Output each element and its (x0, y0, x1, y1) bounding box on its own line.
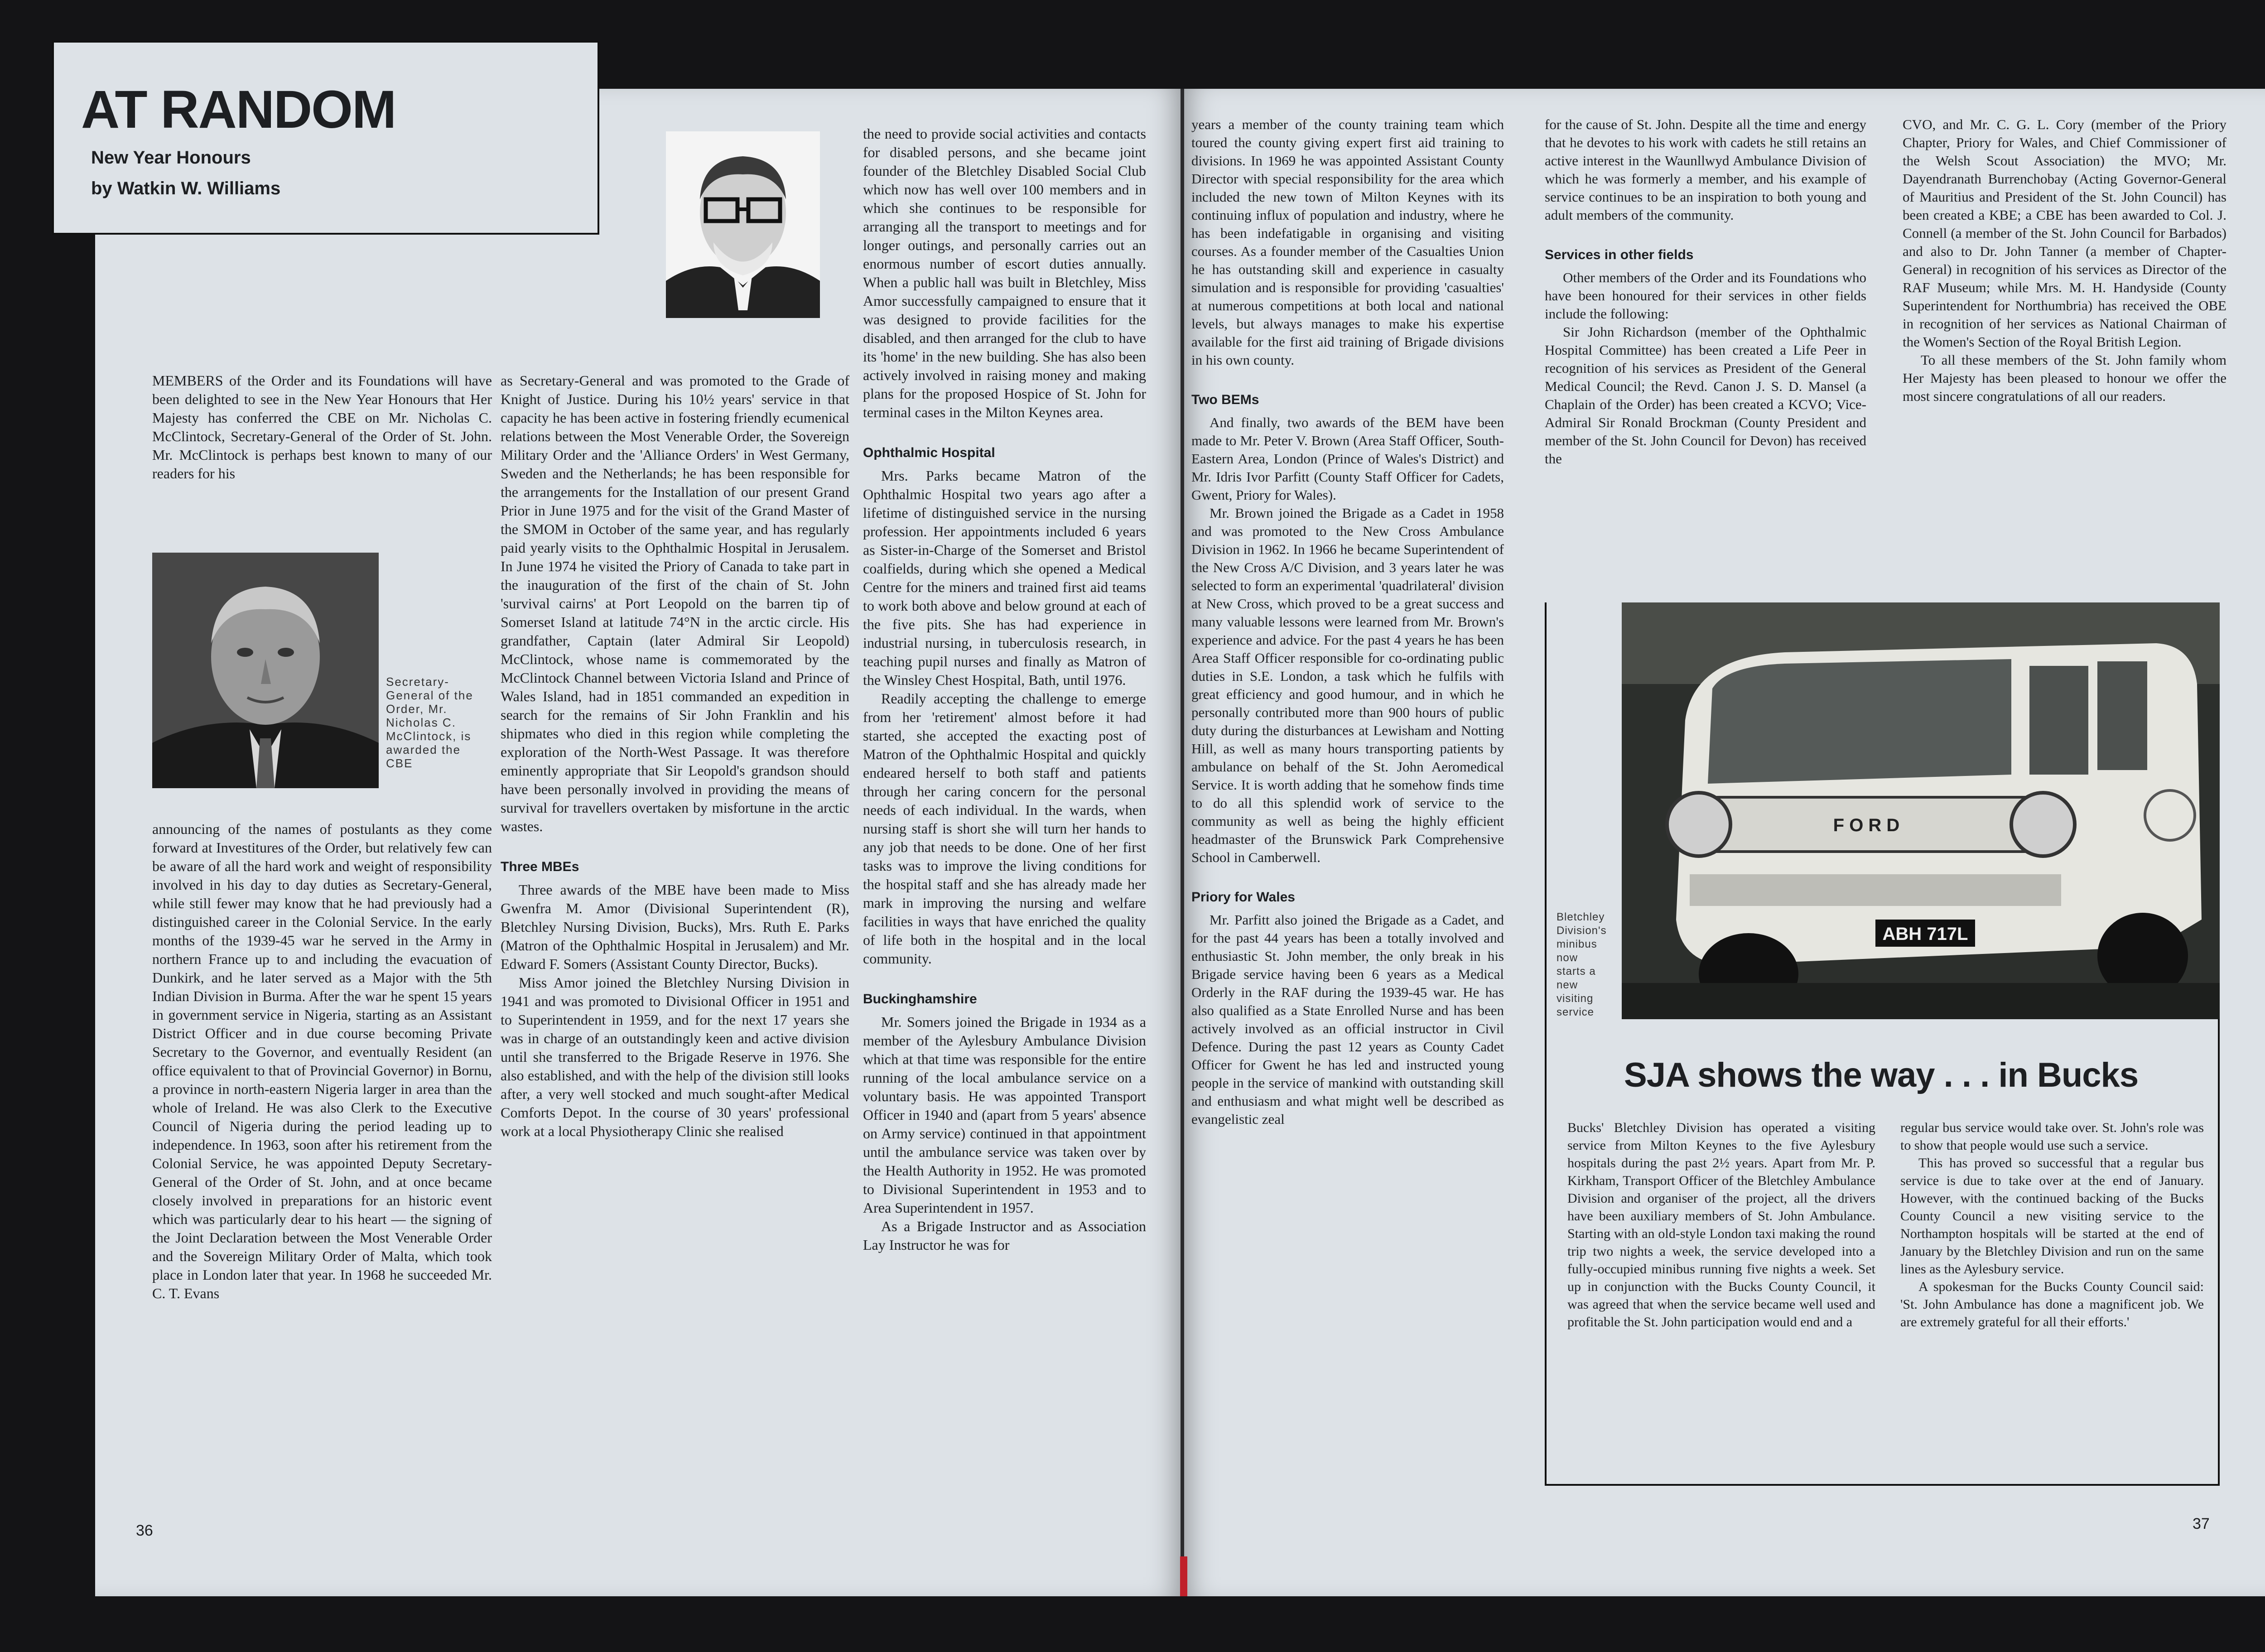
right-col2 (1545, 116, 1866, 468)
priory-for-wales-heading: Priory for Wales (1191, 890, 1295, 905)
brown-paragraph: Mr. Brown joined the Brigade as a Cadet in 1958 and was promoted to the New Cross Ambulance Division in 1962. In 1966 he became Superintendent of the New Cross A/C Division, and 3 years later he was selected to form an experimental 'quadrilateral' division at New Cross, which proved to be a great success and many valuable lessons were learned from Mr. Brown's experience and advice. For the past 4 years he has been Area Staff Officer responsible for co-ordinating public duties in S.E. London, a task which he fulfils with great efficiency and good humour, and in which he personally contributed more than 900 hours of public duty during the disturbances at Lewisham and Notting Hill, as well as many hours transporting patients by ambulance on behalf of the St. John Aeromedical Service. It is worth adding that he somehow finds time to do all this splendid work of service to the community as well as being the highly efficient headmaster of the Brunswick Park Comprehensive School in Camberwell. (1191, 505, 1504, 865)
somers-instructor-paragraph: As a Brigade Instructor and as Association Lay Instructor he was for (863, 1218, 1146, 1253)
somers-training-paragraph: years a member of the county training team which toured the county giving expert first aid training to divisions. In 1969 he was appointed Assistant County Director with special responsibility for the area which included the new town of Milton Keynes with its continuing influx of population and industry, where he has been indefatigable in organising and visiting courses. As a founder member of the Casualties Union he has outstanding skill and experience in casualty simulation and is responsible for providing 'casualties' at numerous competitions at both local and national levels, but always manages to make his expertise available for the first aid training of Brigade divisions in his own county. (1191, 116, 1504, 368)
caption-line: service (1557, 1006, 1595, 1018)
ribbon-bookmark (1180, 1556, 1187, 1596)
sja-col2 (1900, 1119, 2204, 1331)
buckinghamshire-heading: Buckinghamshire (863, 992, 977, 1007)
caption-line: Bletchley (1557, 911, 1605, 923)
amor-club-paragraph: the need to provide social activities and contacts for disabled persons, and she became joint founder of the Bletchley Disabled Social Club which now has well over 100 members and in which she continues to be responsible for arranging all the transport to meetings and for longer outings, and personally carries out an enormous number of escort duties annually. When a public hall was built in Bletchley, Miss Amor successfully campaigned to ensure that it was designed to provide facilities for the disabled, and then arranged for the club to have its 'home' in the new building. She has also been actively involved in raising money and making plans for the proposed Hospice of St. John for terminal cases in the Milton Keynes area. (863, 125, 1146, 420)
caption-line: Secretary- (386, 675, 449, 689)
parfitt-cause-paragraph: for the cause of St. John. Despite all the time and energy that he devotes to his work with cadets he still retains an active interest in the Waunllwyd Ambulance Division of which he was formerly a member, and his example of service continues to be an inspiration to both young and adult members of the community. (1545, 116, 1866, 223)
title-box (52, 41, 599, 235)
sja-intro-paragraph: Bucks' Bletchley Division has operated a visiting service from Milton Keynes to the five Aylesbury hospitals during the past 2½ years. Apart from Mr. P. Kirkham, Transport Officer of the Bletchley Ambulance Division and organiser of the project, all the drivers have been auxiliary members of St. John Ambulance. Starting with an old-style London taxi making the round trip two nights a week, the service developed into a fully-occupied minibus running five nights a week. Set up in conjunction with the Bucks County Council, it was agreed that when the service became well used and profitable the St. John participation would end and a (1567, 1120, 1875, 1329)
parks-career-paragraph: Mrs. Parks became Matron of the Ophthalmic Hospital two years ago after a lifetime of distinguished service in the nursing profession. Her appointments included 6 years as Sister-in-Charge of the Somerset and Bristol coalfields, during which she opened a Medical Centre for the miners and trained first aid teams to work both above and below ground at each of the five pits. She has had experience in industrial nursing, in tuberculosis research, in teaching pupil nurses and finally as Matron of the Winsley Chest Hospital, Bath, until 1976. (863, 467, 1146, 688)
richardson-paragraph: Sir John Richardson (member of the Ophthalmic Hospital Committee) has been created a Life Peer in recognition of his services as President of the General Medical Council; the Revd. Canon J. S. D. Mansel (a Chaplain of the Order) has been created a KCVO; Vice-Admiral Sir Ronald Brockman (County President and member of the St. John Council for Devon) has received the (1545, 324, 1866, 467)
mcclintock-photo (152, 553, 379, 788)
mcclintock-secgen-paragraph: as Secretary-General and was promoted to the Grade of Knight of Justice. During his 10½ years' service in that capacity he has been active in fostering friendly ecumenical relations between the Most Venerable Order, the Sovereign Military Order and the 'Alliance Orders' in West Germany, Sweden and the Netherlands; he has been responsible for the arrangements for the Installation of our present Grand Prior in June 1975 and for the visit of the Grand Master of the SMOM in October of the same year, and has regularly paid yearly visits to the Ophthalmic Hospital in Jerusalem. In June 1974 he visited the Priory of Canada to take part in the inauguration of the first of the chain of St. John 'survival cairns' at Port Leopold on the barren tip of Somerset Island at latitude 74°N in the arctic circle. His grandfather, Captain (later Admiral Sir Leopold) McClintock, whose name is commemorated by the McClintock Channel between Victoria Island and Prince of Wales Island, had in 1851 commanded an expedition in search for the remains of Sir John Franklin and his shipmates who died in this region while completing the exploration of the North-West Passage. It was therefore eminently appropriate that Sir Leopold's grandson should have been personally involved in providing the means of survival for travellers overtaken by misfortune in the arctic wastes. (501, 372, 849, 834)
gutter (1181, 89, 1184, 1596)
sja-role-paragraph: regular bus service would take over. St. John's role was to show that people would use such a service. (1900, 1120, 2204, 1153)
right-col1 (1191, 116, 1504, 1128)
minibus-caption (1557, 910, 1620, 1019)
three-mbes-heading: Three MBEs (501, 859, 579, 874)
author-portrait-photo (666, 131, 820, 318)
cvo-awards-paragraph: CVO, and Mr. C. G. L. Cory (member of the Priory Chapter, Priory for Wales, and Chief Commissioner of the Welsh Scout Association) the MVO; Mr. Dayendranath Burrenchobay (Acting Governor-General of Mauritius and President of the St. John Council) has been created a KBE; a CBE has been awarded to Col. J. Connell (a member of the St. John Council for Barbados) and also to Dr. John Tanner (a member of Chapter-General) in recognition of his services as Director of the RAF Museum; while Mrs. M. H. Handyside (County Superintendent for Northumbria) has received the OBE in recognition of her services as National Chairman of the Women's Section of the Royal British Legion. (1903, 116, 2226, 350)
left-col3 (863, 125, 1146, 1254)
caption-line: Order, Mr. (386, 702, 448, 716)
intro-paragraph: MEMBERS of the Order and its Foundations will have been delighted to see in the New Year Honours that Her Majesty has conferred the CBE on Mr. Nicholas C. McClintock, Secretary-General of the Order of St. John. Mr. McClintock is perhaps best known to many of our readers for his (152, 372, 492, 482)
mbe-awards-paragraph: Three awards of the MBE have been made to Miss Gwenfra M. Amor (Divisional Superintendent (R), Bletchley Nursing Division, Bucks), Mrs. Ruth E. Parks (Matron of the Ophthalmic Hospital in Jerusalem) and Mr. Edward F. Somers (Assistant County Director, Bucks). (501, 881, 849, 972)
caption-line: General of the (386, 689, 473, 702)
caption-line: Division's (1557, 925, 1607, 937)
caption-line: minibus now (1557, 938, 1597, 964)
article-byline: by Watkin W. Williams (91, 178, 281, 198)
parks-matron-paragraph: Readily accepting the challenge to emerge from her 'retirement' almost before it had started, she accepted the exacting post of Matron of the Ophthalmic Hospital and quickly endeared herself to both staff and patients through her caring concern for the personal needs of each individual. In the wards, when nursing staff is short she will turn her hands to any job that needs to be done. One of her first tasks was to improve the living conditions for the hospital staff and she has already made her mark in improving the nursing and welfare facilities in ways that have enriched the quality of life both in the hospital and in the local community. (863, 690, 1146, 967)
caption-line: visiting (1557, 992, 1594, 1005)
two-bems-heading: Two BEMs (1191, 392, 1259, 407)
ophthalmic-hospital-heading: Ophthalmic Hospital (863, 445, 995, 460)
minibus-grille-text: F O R D (1833, 815, 1900, 835)
other-members-paragraph: Other members of the Order and its Foundations who have been honoured for their services in other fields include the following: (1545, 270, 1866, 322)
minibus-number-plate: ABH 717L (1882, 924, 1968, 944)
minibus-image (1622, 602, 2220, 1019)
caption-line: awarded the (386, 743, 461, 756)
sja-success-paragraph: This has proved so successful that a regular bus service is due to take over at the end of January. However, with the continued backing of the Bucks County Council a new visiting service to the Northampton hospitals will be started at the end of January by the Bletchley Division and run on the same lines as the Aylesbury service. (1900, 1156, 2204, 1276)
congratulations-paragraph: To all these members of the St. John family whom Her Majesty has been pleased to honour we offer the most sincere congratulations of all our readers. (1903, 352, 2226, 404)
left-col2 (501, 371, 849, 1141)
portrait-caption (386, 675, 477, 770)
sja-headline: SJA shows the way . . . in Bucks (1624, 1056, 2139, 1094)
author-portrait-image (666, 131, 820, 318)
article-title: AT RANDOM (81, 80, 396, 140)
parfitt-paragraph: Mr. Parfitt also joined the Brigade as a Cadet, and for the past 44 years has been a totally involved and enthusiastic St. John member, the only break in his Brigade service having been 6 years as a Medical Orderly in the RAF during the 1939-45 war. He has also qualified as a State Enrolled Nurse and has been actively involved as an official instructor in Civil Defence. During the past 12 years as County Cadet Officer for Gwent he has led and instructed young people in the service of mankind with outstanding skill and enthusiasm and what might well be described as evangelistic zeal (1191, 912, 1504, 1127)
mcclintock-career-paragraph: announcing of the names of postulants as they come forward at Investitures of the Order, but relatively few can be aware of all the hard work and weight of responsibility involved in his day to day duties as Secretary-General, while still fewer may know that he had previously had a distinguished career in the Colonial Service. In the early months of the 1939-45 war he served in the Army in northern France up to and including the evacuation of Dunkirk, and he later served as a Major with the 5th Indian Division in Burma. After the war he spent 15 years in government service in Nigeria, starting as an Assistant District Officer and in due course becoming Private Secretary to the Governor, and eventually Resident (an office equivalent to that of Provincial Governor) in Bornu, a province in north-eastern Nigeria larger in area than the whole of Ireland. He was also Clerk to the Executive Council of Nigeria during the period leading up to independence. In 1963, soon after his retirement from the Colonial Service, he was appointed Deputy Secretary-General of the Order of St. John, and at once became closely involved in preparations for an historic event which was particularly dear to his heart — the signing of the Joint Declaration between the Most Venerable Order and the Sovereign Military Order of Malta, which took place in London later that year. In 1968 he succeeded Mr. C. T. Evans (152, 821, 492, 1301)
page-number-right: 37 (2193, 1515, 2210, 1532)
bem-awards-paragraph: And finally, two awards of the BEM have been made to Mr. Peter V. Brown (Area Staff Officer, South-Eastern Area, London (Prince of Wales's District) and Mr. Idris Ivor Parfitt (County Staff Officer for Cadets, Gwent, Priory for Wales). (1191, 414, 1504, 503)
sja-spokesman-paragraph: A spokesman for the Bucks County Council said: 'St. John Ambulance has done a magnificent job. We are extremely grateful for all their efforts.' (1900, 1279, 2204, 1329)
mcclintock-portrait-image (152, 553, 379, 788)
caption-line: starts a new (1557, 965, 1596, 991)
minibus-photo (1622, 602, 2220, 1019)
services-other-fields-heading: Services in other fields (1545, 247, 1694, 262)
caption-line: McClintock, is (386, 729, 472, 743)
left-col1-body (152, 820, 492, 1303)
page-number-left: 36 (136, 1522, 153, 1539)
miss-amor-paragraph: Miss Amor joined the Bletchley Nursing Division in 1941 and was promoted to Divisional Officer in 1951 and to Superintendent in 1959, and for the next 17 years she was in charge of an outstandingly keen and active division until she transferred to the Brigade Reserve in 1976. She also established, and with the help of the division still looks after, a very well stocked and much sought-after Medical Comforts Depot. In the course of 30 years' professional work at a local Physiotherapy Clinic she realised (501, 974, 849, 1139)
caption-line: CBE (386, 756, 413, 770)
sja-col1 (1567, 1119, 1875, 1331)
somers-paragraph: Mr. Somers joined the Brigade in 1934 as a member of the Aylesbury Ambulance Division which at that time was responsible for the entire running of the local ambulance service on a voluntary basis. He was appointed Transport Officer in 1940 and (apart from 5 years' absence on Army service) continued in that appointment until the ambulance service was taken over by the Health Authority in 1952. He was promoted to Divisional Superintendent in 1953 and to Area Superintendent in 1957. (863, 1014, 1146, 1216)
caption-line: Nicholas C. (386, 716, 456, 729)
article-subtitle: New Year Honours (91, 148, 251, 168)
left-col1-intro (152, 371, 492, 483)
right-col3 (1903, 116, 2226, 405)
